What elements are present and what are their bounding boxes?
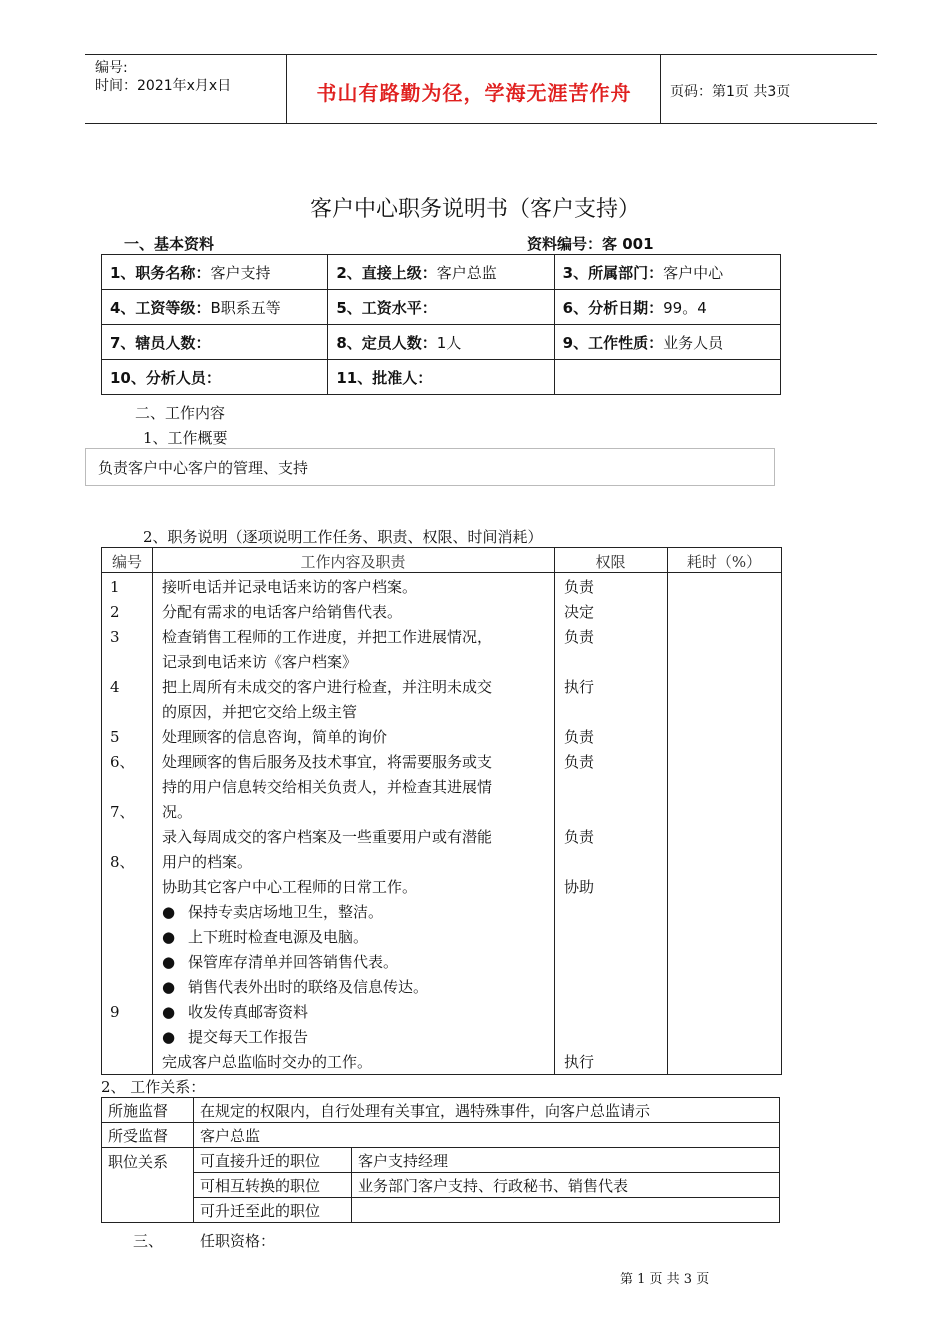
table-header-divider xyxy=(102,572,781,573)
relations-heading: 2、 工作关系： xyxy=(101,1078,206,1096)
duty-content xyxy=(162,1000,308,1025)
info-label: 10、分析人员： xyxy=(110,368,221,387)
section-qualification-heading: 任职资格： xyxy=(200,1232,276,1250)
duty-authority: 负责 xyxy=(564,753,595,771)
table-column-divider xyxy=(667,548,668,1074)
duty-content: 处理顾客的售后服务及技术事宜，将需要服务或支 xyxy=(162,753,493,771)
overview-box xyxy=(85,448,775,486)
info-label: 1、职务名称： xyxy=(110,263,211,282)
duty-authority: 负责 xyxy=(564,578,595,596)
info-cell xyxy=(102,360,328,395)
duty-content xyxy=(162,900,383,925)
table-column-divider xyxy=(554,548,555,1074)
document-code: 资料编号：客 001 xyxy=(527,235,654,253)
table-row xyxy=(102,325,781,360)
duty-authority: 负责 xyxy=(564,728,595,746)
bullet-icon: ● xyxy=(162,1003,176,1021)
bullet-icon: ● xyxy=(162,953,176,971)
info-value: 1人 xyxy=(436,333,462,352)
duty-content xyxy=(162,975,428,1000)
bullet-text: 收发传真邮寄资料 xyxy=(188,1003,309,1021)
page-title: 客户中心职务说明书（客户支持） xyxy=(309,197,640,222)
table-row xyxy=(102,255,781,290)
bullet-text: 上下班时检查电源及电脑。 xyxy=(188,928,369,946)
page-footer: 第 1 页 共 3 页 xyxy=(620,1272,710,1287)
table-column-divider xyxy=(152,548,153,1074)
duty-authority: 执行 xyxy=(564,678,595,696)
bullet-icon: ● xyxy=(162,978,176,996)
duty-number: 5 xyxy=(110,728,120,746)
bullet-text: 保管库存清单并回答销售代表。 xyxy=(188,953,399,971)
duty-content: 用户的档案。 xyxy=(162,853,253,871)
column-header-content: 工作内容及职责 xyxy=(300,553,406,571)
duty-authority: 负责 xyxy=(564,828,595,846)
bullet-text: 提交每天工作报告 xyxy=(188,1028,309,1046)
info-cell xyxy=(328,290,554,325)
supervises-label: 所施监督 xyxy=(102,1098,194,1123)
header-meta xyxy=(95,59,231,95)
info-label: 9、工作性质： xyxy=(562,333,664,352)
duty-number: 3 xyxy=(110,628,120,646)
section-qualification-number: 三、 xyxy=(133,1232,164,1250)
table-row xyxy=(102,360,781,395)
column-header-number: 编号 xyxy=(111,553,142,571)
duty-number: 2 xyxy=(110,603,120,621)
info-value: 业务人员 xyxy=(663,333,724,352)
info-cell xyxy=(328,325,554,360)
duty-content: 接听电话并记录电话来访的客户档案。 xyxy=(162,578,418,596)
supervised-value: 客户总监 xyxy=(194,1123,780,1148)
info-cell xyxy=(554,290,780,325)
info-cell xyxy=(554,360,780,395)
info-label: 2、直接上级： xyxy=(336,263,437,282)
info-value: 客户支持 xyxy=(210,263,271,282)
duty-content: 况。 xyxy=(162,803,193,821)
position-value: 客户支持经理 xyxy=(352,1148,780,1173)
position-label: 职位关系 xyxy=(102,1148,194,1223)
info-cell xyxy=(328,255,554,290)
basic-info-table xyxy=(101,254,781,395)
header-motto: 书山有路勤为径，学海无涯苦作舟 xyxy=(316,81,632,105)
info-label: 11、批准人： xyxy=(336,368,433,387)
duty-content: 检查销售工程师的工作进度，并把工作进展情况， xyxy=(162,628,493,646)
bullet-icon: ● xyxy=(162,928,176,946)
duty-number: 9 xyxy=(110,1003,120,1021)
duty-content: 分配有需求的电话客户给销售代表。 xyxy=(162,603,403,621)
header-page-label: 页码：第1页 共3页 xyxy=(670,84,791,100)
supervises-value: 在规定的权限内，自行处理有关事宜，遇特殊事件，向客户总监请示 xyxy=(194,1098,780,1123)
duty-number: 6、 xyxy=(110,753,135,771)
position-type: 可相互转换的职位 xyxy=(194,1173,352,1198)
table-row xyxy=(102,1173,780,1198)
overview-heading: 1、工作概要 xyxy=(143,429,228,447)
info-cell xyxy=(102,325,328,360)
info-cell xyxy=(554,325,780,360)
bullet-icon: ● xyxy=(162,903,176,921)
duty-authority: 协助 xyxy=(564,878,595,896)
duty-content: 录入每周成交的客户档案及一些重要用户或有潜能 xyxy=(162,828,493,846)
section-work-heading: 二、工作内容 xyxy=(135,404,226,422)
duty-authority: 决定 xyxy=(564,603,595,621)
duty-content xyxy=(162,1025,308,1050)
table-row xyxy=(102,1198,780,1223)
duty-content: 的原因，并把它交给上级主管 xyxy=(162,703,358,721)
document-time-label: 时间：2021年x月x日 xyxy=(95,78,232,94)
info-label: 4、工资等级： xyxy=(110,298,211,317)
position-type: 可直接升迁的职位 xyxy=(194,1148,352,1173)
info-value: 客户中心 xyxy=(663,263,724,282)
bullet-text: 销售代表外出时的联络及信息传达。 xyxy=(188,978,429,996)
info-value: 客户总监 xyxy=(436,263,497,282)
bullet-icon: ● xyxy=(162,1028,176,1046)
duty-number: 4 xyxy=(110,678,120,696)
position-value: 业务部门客户支持、行政秘书、销售代表 xyxy=(352,1173,780,1198)
overview-text: 负责客户中心客户的管理、支持 xyxy=(98,459,309,477)
duty-content: 把上周所有未成交的客户进行检查，并注明未成交 xyxy=(162,678,493,696)
header-divider xyxy=(660,55,661,123)
duty-table xyxy=(101,547,782,1075)
column-header-time: 耗时（%） xyxy=(686,553,762,571)
info-label: 8、定员人数： xyxy=(336,333,437,352)
duty-content: 记录到电话来访《客户档案》 xyxy=(162,653,358,671)
duty-content: 持的用户信息转交给相关负责人，并检查其进展情 xyxy=(162,778,493,796)
duty-heading: 2、职务说明（逐项说明工作任务、职责、权限、时间消耗） xyxy=(143,528,543,546)
position-type: 可升迁至此的职位 xyxy=(194,1198,352,1223)
duty-content xyxy=(162,925,368,950)
table-row xyxy=(102,290,781,325)
duty-number: 8、 xyxy=(110,853,135,871)
document-number-label: 编号: xyxy=(95,60,128,76)
info-label: 3、所属部门： xyxy=(562,263,664,282)
column-header-authority: 权限 xyxy=(595,553,626,571)
header-divider xyxy=(286,55,287,123)
duty-number: 7、 xyxy=(110,803,135,821)
info-cell xyxy=(328,360,554,395)
table-row xyxy=(102,1148,780,1173)
duty-authority: 负责 xyxy=(564,628,595,646)
section-basic-heading: 一、基本资料 xyxy=(124,235,215,253)
supervised-label: 所受监督 xyxy=(102,1123,194,1148)
info-label: 6、分析日期： xyxy=(562,298,664,317)
relations-table xyxy=(101,1097,780,1223)
info-cell xyxy=(554,255,780,290)
page-header xyxy=(85,54,877,124)
duty-authority: 执行 xyxy=(564,1053,595,1071)
duty-content xyxy=(162,950,398,975)
info-label: 7、辖员人数： xyxy=(110,333,211,352)
position-value xyxy=(352,1198,780,1223)
info-value: B职系五等 xyxy=(210,298,281,317)
duty-content: 处理顾客的信息咨询，简单的询价 xyxy=(162,728,388,746)
table-row xyxy=(102,1098,780,1123)
table-row xyxy=(102,1123,780,1148)
info-cell xyxy=(102,255,328,290)
info-value: 99。4 xyxy=(663,298,707,317)
bullet-text: 保持专卖店场地卫生，整洁。 xyxy=(188,903,384,921)
info-cell xyxy=(102,290,328,325)
duty-content: 完成客户总监临时交办的工作。 xyxy=(162,1053,373,1071)
duty-number: 1 xyxy=(110,578,120,596)
info-label: 5、工资水平： xyxy=(336,298,437,317)
duty-content: 协助其它客户中心工程师的日常工作。 xyxy=(162,878,418,896)
